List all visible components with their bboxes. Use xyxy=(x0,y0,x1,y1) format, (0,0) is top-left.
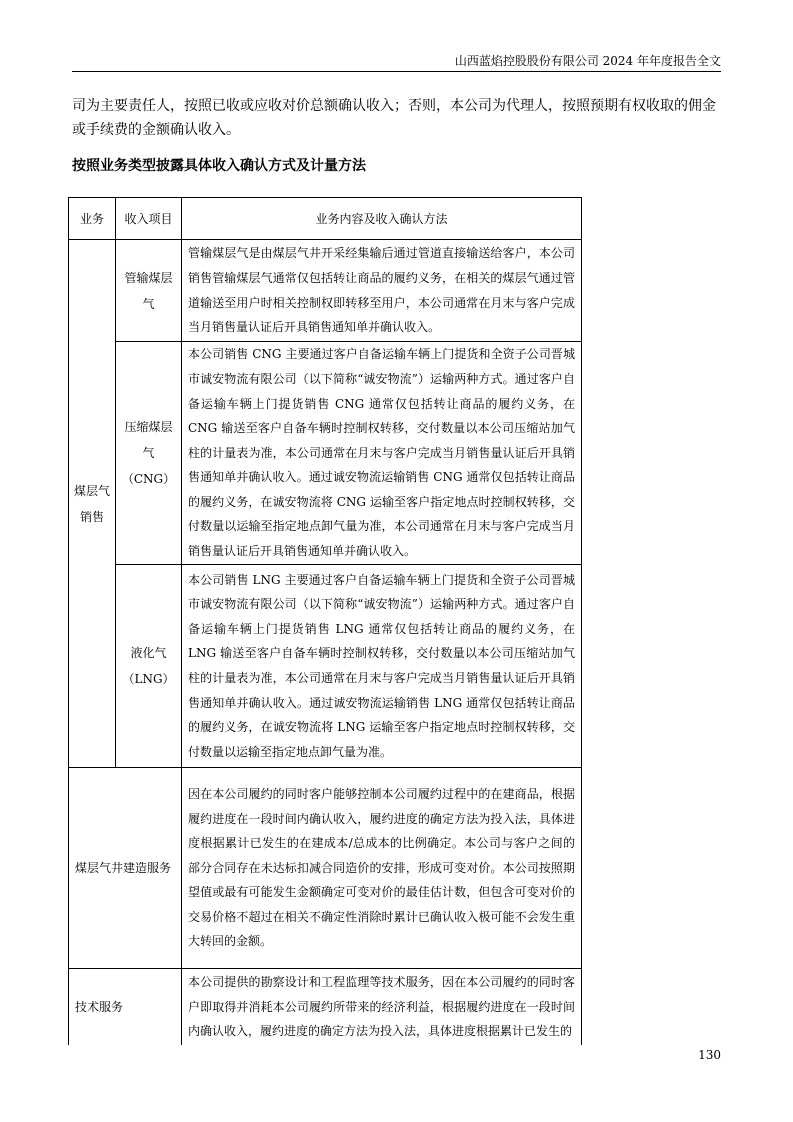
detail-pipeline-cbm: 管输煤层气是由煤层气井开采经集输后通过管道直接输送给客户，本公司销售管输煤层气通常仅包括转让商品的履约义务，在相关的煤层气通过管道输送至用户时相关控制权即转移至用户，本公司通常在月末与客户完成当月销售量认证后开具销售通知单并确认收入。 xyxy=(182,240,582,342)
page-number: 130 xyxy=(698,1048,721,1062)
detail-cng: 本公司销售 CNG 主要通过客户自备运输车辆上门提货和全资子公司晋城市诚安物流有限公司（以下简称“诚安物流”）运输两种方式。通过客户自备运输车辆上门提货销售 CNG 通常仅包括转让商品的履约义务，在 CNG 输送至客户自备车辆时控制权转移，交付数量以本公司压缩站加气柱的计量表为准，本公司通常在月末与客户完成当月销售量认证后开具销售通知单并确认收入。通过诚安物流运输销售 CNG 通常仅包括转让商品的履约义务，在诚安物流将 CNG 运输至客户指定地点时控制权转移，交付数量以运输至指定地点卸气量为准，本公司通常在月末与客户完成当月销售量认证后开具销售通知单并确认收入。 xyxy=(182,342,582,565)
section-heading: 按照业务类型披露具体收入确认方式及计量方法 xyxy=(72,158,366,174)
table-row xyxy=(69,969,582,1046)
table-row xyxy=(69,342,582,565)
detail-lng: 本公司销售 LNG 主要通过客户自备运输车辆上门提货和全资子公司晋城市诚安物流有限公司（以下简称“诚安物流”）运输两种方式。通过客户自备运输车辆上门提货销售 LNG 通常仅包括转让商品的履约义务，在 LNG 输送至客户自备车辆时控制权转移，交付数量以本公司压缩站加气柱的计量表为准，本公司通常在月末与客户完成当月销售量认证后开具销售通知单并确认收入。通过诚安物流运输销售 LNG 通常仅包括转让商品的履约义务，在诚安物流将 LNG 运输至客户指定地点时控制权转移，交付数量以运输至指定地点卸气量为准。 xyxy=(182,565,582,768)
detail-technical-service: 本公司提供的勘察设计和工程监理等技术服务，因在本公司履约的同时客户即取得并消耗本公司履约所带来的经济利益，根据履约进度在一段时间内确认收入，履约进度的确定方法为投入法，具体进度根据累计已发生的 xyxy=(182,969,582,1046)
business-well-construction: 煤层气井建造服务 xyxy=(69,768,182,969)
table-row xyxy=(69,240,582,342)
item-lng: 液化气（LNG） xyxy=(116,565,182,768)
item-cng: 压缩煤层气（CNG） xyxy=(116,342,182,565)
item-pipeline-cbm: 管输煤层气 xyxy=(116,240,182,342)
table-row xyxy=(69,565,582,768)
revenue-recognition-table xyxy=(68,197,582,1045)
table-row xyxy=(69,768,582,969)
table-header-row xyxy=(69,198,582,240)
header-revenue-item: 收入项目 xyxy=(116,198,182,240)
intro-paragraph: 司为主要责任人，按照已收或应收对价总额确认收入；否则，本公司为代理人，按照预期有权收取的佣金或手续费的金额确认收入。 xyxy=(72,98,716,138)
report-header-title: 山西蓝焰控股股份有限公司 2024 年年度报告全文 xyxy=(454,54,721,68)
business-cbm-sales: 煤层气销售 xyxy=(69,240,116,768)
business-technical-service: 技术服务 xyxy=(69,969,182,1046)
header-detail: 业务内容及收入确认方法 xyxy=(182,198,582,240)
header-divider xyxy=(72,71,721,72)
header-business: 业务 xyxy=(69,198,116,240)
detail-well-construction: 因在本公司履约的同时客户能够控制本公司履约过程中的在建商品，根据履约进度在一段时间内确认收入，履约进度的确定方法为投入法，具体进度根据累计已发生的在建成本/总成本的比例确定。本公司与客户之间的部分合同存在未达标扣减合同造价的安排，形成可变对价。本公司按照期望值或最有可能发生金额确定可变对价的最佳估计数，但包含可变对价的交易价格不超过在相关不确定性消除时累计已确认收入极可能不会发生重大转回的金额。 xyxy=(182,768,582,969)
